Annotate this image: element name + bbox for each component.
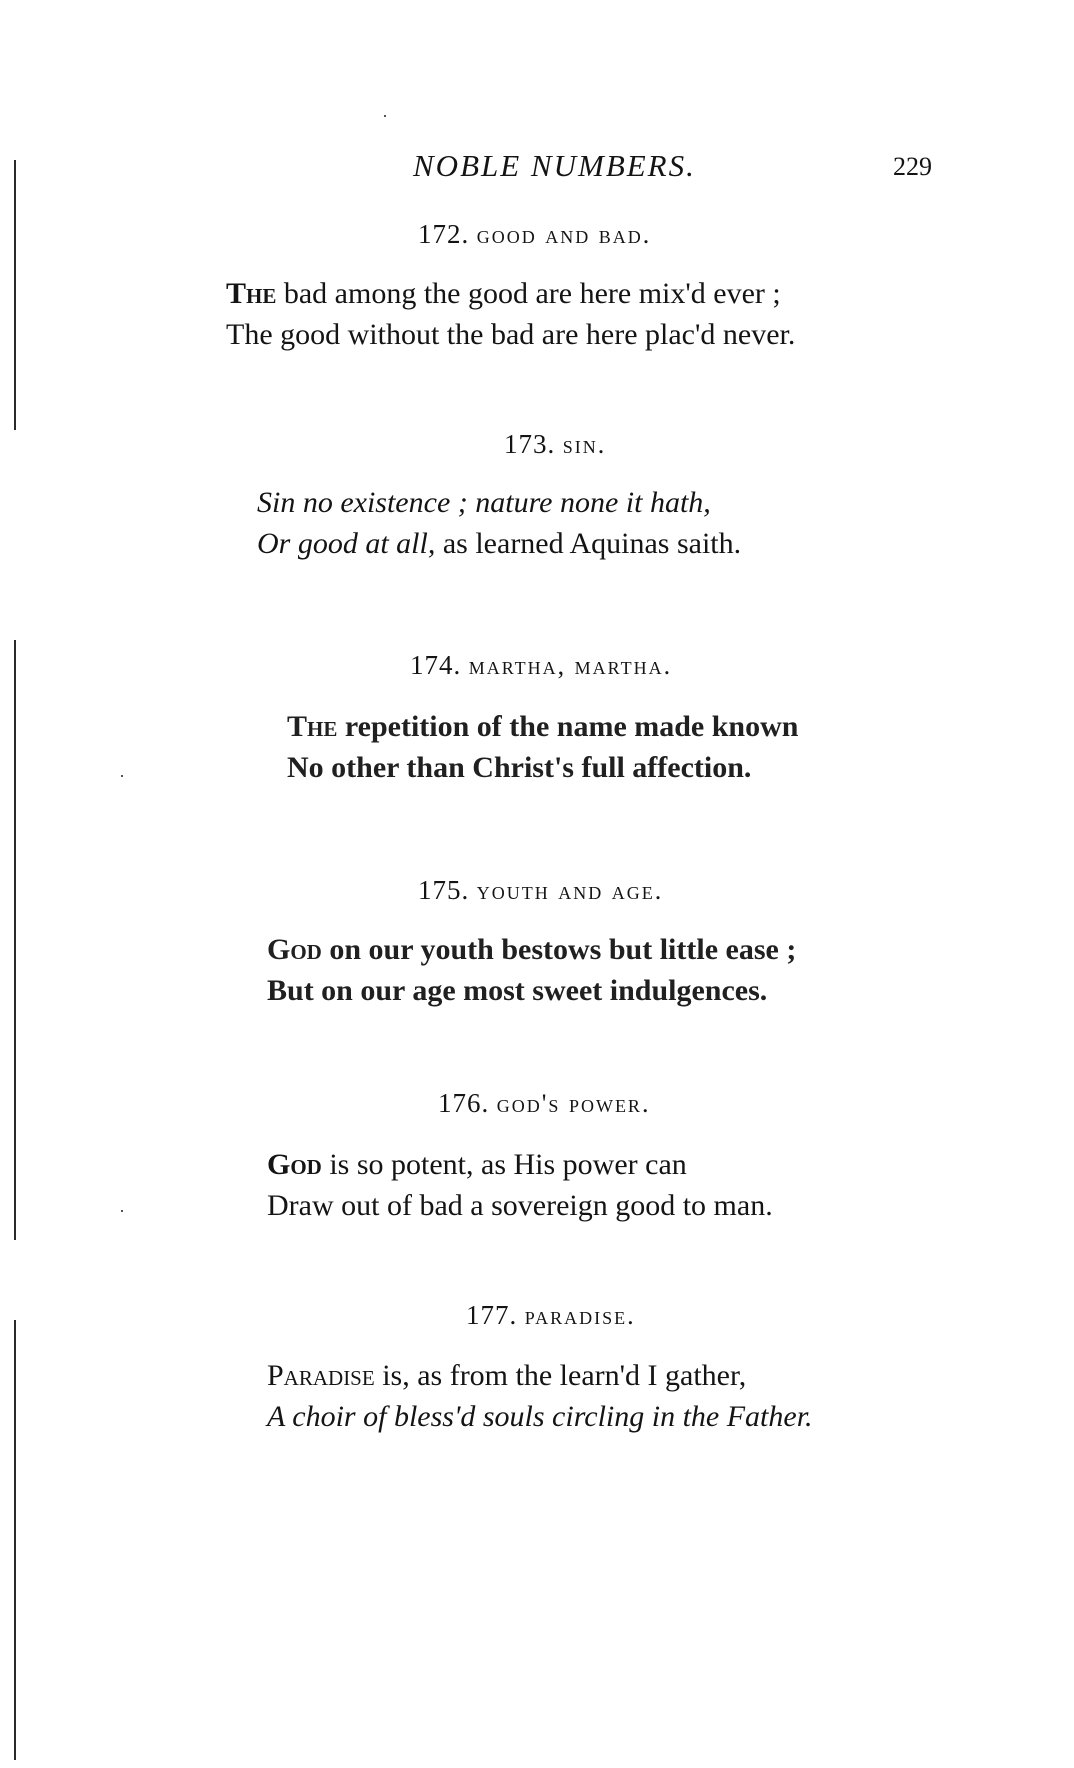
poem-number: 175. bbox=[418, 875, 470, 905]
verse-text: bad among the good are here mix'd ever ; bbox=[276, 277, 781, 310]
poem-number: 174. bbox=[410, 650, 462, 680]
verse-line bbox=[267, 1150, 687, 1180]
scan-gutter-line bbox=[14, 640, 16, 1240]
running-title: NOBLE NUMBERS. bbox=[413, 148, 696, 183]
scan-speck bbox=[384, 115, 386, 117]
poem-title: good and bad. bbox=[476, 220, 652, 249]
scan-speck bbox=[121, 1210, 123, 1212]
verse-text: on our youth bestows but little ease ; bbox=[321, 933, 797, 966]
poem-heading bbox=[418, 875, 663, 906]
poem-heading bbox=[410, 650, 672, 681]
verse-line bbox=[257, 488, 711, 518]
verse-lead-word: God bbox=[267, 933, 322, 966]
verse-line bbox=[257, 529, 741, 559]
verse-line bbox=[226, 279, 781, 309]
verse-text: is so potent, as His power can bbox=[321, 1148, 687, 1181]
verse-text: But on our age most sweet indulgences. bbox=[267, 974, 768, 1007]
verse-text: The good without the bad are here plac'd never. bbox=[226, 318, 796, 351]
page-number: 229 bbox=[893, 152, 932, 181]
verse-italic-text: A choir of bless'd souls circling in the Father. bbox=[267, 1400, 813, 1433]
verse-lead-word: Paradise bbox=[267, 1359, 375, 1392]
verse-text: repetition of the name made known bbox=[337, 710, 799, 743]
poem-number: 173. bbox=[504, 429, 556, 459]
verse-line bbox=[226, 320, 795, 350]
verse-line bbox=[267, 1361, 746, 1391]
verse-line bbox=[267, 1191, 773, 1221]
verse-line bbox=[267, 1402, 813, 1432]
verse-text: No other than Christ's full affection. bbox=[287, 751, 752, 784]
poem-heading bbox=[438, 1088, 650, 1119]
verse-line bbox=[267, 935, 796, 965]
poem-heading bbox=[418, 219, 651, 250]
verse-text: is, as from the learn'd I gather, bbox=[374, 1359, 747, 1392]
poem-title: martha, martha. bbox=[468, 651, 673, 680]
poem-title: god's power. bbox=[496, 1089, 651, 1118]
poem-number: 172. bbox=[418, 219, 470, 249]
poem-number: 176. bbox=[438, 1088, 490, 1118]
poem-title: youth and age. bbox=[476, 876, 664, 905]
scan-speck bbox=[121, 775, 123, 777]
verse-lead-word: The bbox=[226, 277, 277, 310]
poem-title: paradise. bbox=[524, 1301, 636, 1330]
poem-heading bbox=[466, 1300, 636, 1331]
verse-line bbox=[287, 712, 798, 742]
verse-line bbox=[287, 753, 751, 783]
scan-gutter-line bbox=[14, 160, 16, 430]
poem-number: 177. bbox=[466, 1300, 518, 1330]
scan-gutter-line bbox=[14, 1320, 16, 1760]
verse-lead-word: The bbox=[287, 710, 338, 743]
verse-line bbox=[267, 976, 767, 1006]
verse-italic-text: Or good at all, bbox=[257, 527, 436, 560]
poem-title: sin. bbox=[562, 430, 607, 459]
verse-text: as learned Aquinas saith. bbox=[435, 527, 742, 560]
running-head bbox=[0, 148, 1074, 188]
verse-text: Draw out of bad a sovereign good to man. bbox=[267, 1189, 773, 1222]
verse-italic-text: Sin no existence ; nature none it hath, bbox=[257, 486, 711, 519]
verse-lead-word: God bbox=[267, 1148, 322, 1181]
poem-heading bbox=[504, 429, 606, 460]
